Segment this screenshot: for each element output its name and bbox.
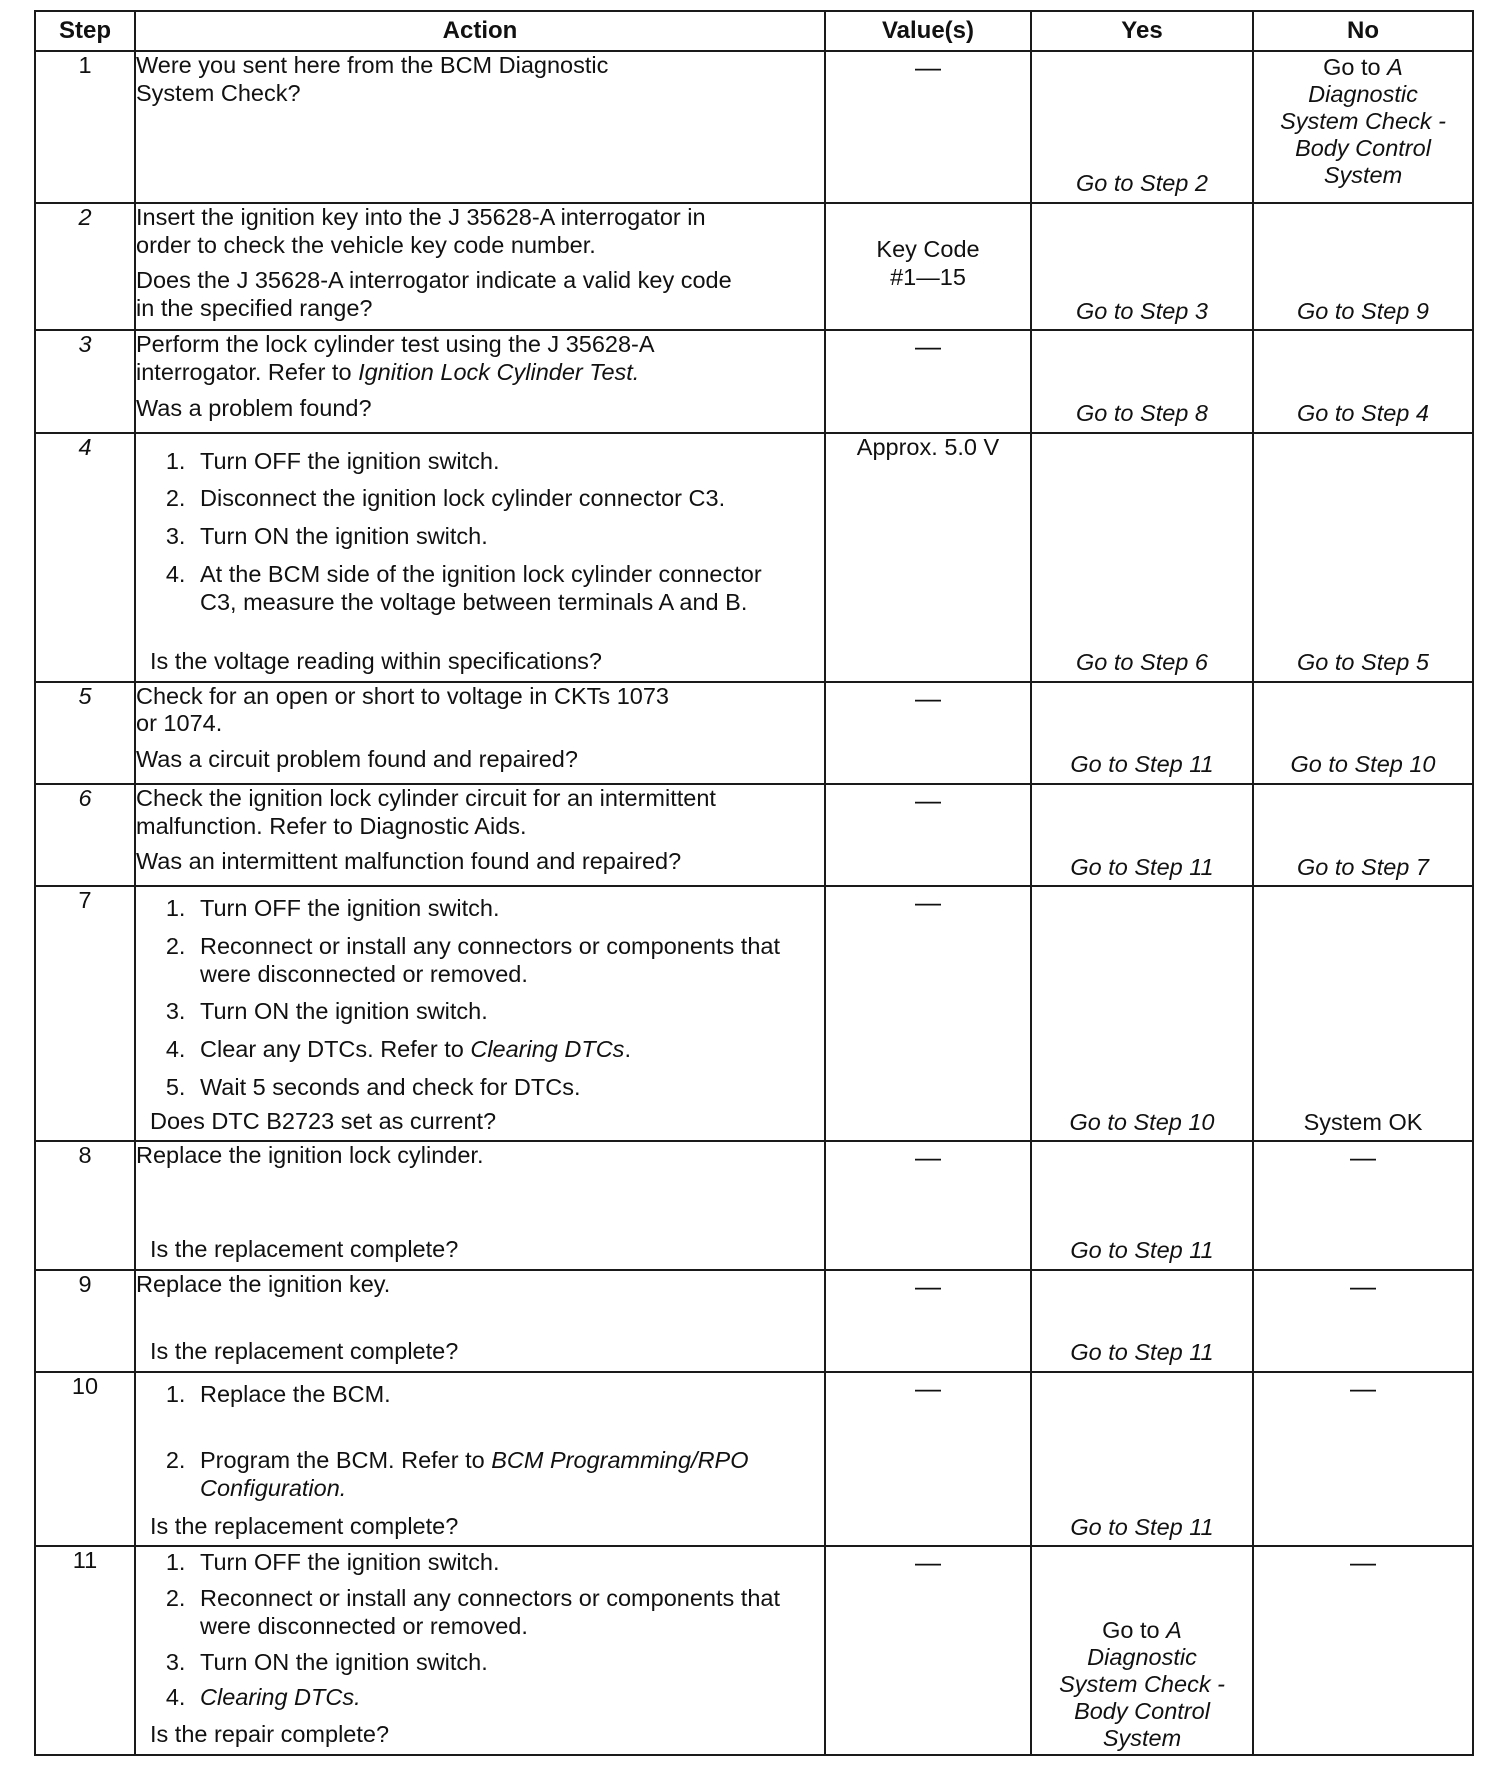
no-text: System Check - xyxy=(1280,108,1446,135)
action-text: malfunction. Refer to Diagnostic Aids. xyxy=(136,812,527,839)
step-number: 9 xyxy=(35,1270,135,1372)
action-reference: Ignition Lock Cylinder Test. xyxy=(358,359,640,386)
yes-cell xyxy=(1031,682,1253,784)
table-row xyxy=(35,886,1473,1141)
no-cell xyxy=(1253,1372,1473,1546)
no-text: Diagnostic xyxy=(1308,81,1418,108)
no-text: Go to Step 10 xyxy=(1290,751,1436,778)
step-number: 3 xyxy=(35,330,135,432)
list-item: 4. At the BCM side of the ignition lock cylinder connector C3, measure the voltage between terminals A and B. xyxy=(192,561,824,616)
action-list xyxy=(136,895,824,1101)
value-text: Approx. 5.0 V xyxy=(856,433,1000,460)
no-cell xyxy=(1253,1270,1473,1372)
value-cell xyxy=(825,886,1031,1141)
table-row xyxy=(35,1141,1473,1270)
action-cell xyxy=(135,682,825,784)
action-text: interrogator. Refer to xyxy=(136,359,359,386)
value-cell xyxy=(825,1141,1031,1270)
action-text: System Check? xyxy=(136,79,301,106)
step-number: 7 xyxy=(35,886,135,1141)
question-text: Is the repair complete? xyxy=(150,1721,390,1748)
list-item xyxy=(192,1684,824,1712)
action-cell xyxy=(135,784,825,886)
value-cell xyxy=(825,330,1031,432)
no-text: System xyxy=(1323,162,1403,189)
question-text: Is the replacement complete? xyxy=(150,1338,459,1365)
action-list xyxy=(136,1549,824,1712)
no-cell xyxy=(1253,682,1473,784)
yes-text: Go to Step 10 xyxy=(1069,1108,1215,1135)
value-cell xyxy=(825,1372,1031,1546)
yes-cell xyxy=(1031,203,1253,331)
yes-text: Go to Step 11 xyxy=(1070,1339,1214,1366)
yes-cell xyxy=(1031,1141,1253,1270)
yes-emph: A xyxy=(1166,1616,1182,1643)
yes-text: Go to Step 8 xyxy=(1076,399,1208,426)
yes-text: Go to Step 11 xyxy=(1070,853,1214,880)
no-cell xyxy=(1253,51,1473,203)
yes-prefix: Go to xyxy=(1102,1616,1167,1643)
table-row xyxy=(35,330,1473,432)
value-text: — xyxy=(915,887,941,918)
action-cell xyxy=(135,1270,825,1372)
list-item: 1. Turn OFF the ignition switch. xyxy=(192,895,824,923)
list-item: 1. Turn OFF the ignition switch. xyxy=(192,1549,824,1577)
action-cell xyxy=(135,1546,825,1755)
action-text: order to check the vehicle key code number. xyxy=(136,231,596,258)
no-cell xyxy=(1253,886,1473,1141)
header-yes: Yes xyxy=(1031,11,1253,51)
list-item: 2. Reconnect or install any connectors or components that were disconnected or removed. xyxy=(192,933,824,988)
action-text: or 1074. xyxy=(136,710,223,737)
no-text: System OK xyxy=(1303,1108,1423,1135)
yes-text: Go to Step 11 xyxy=(1070,1513,1214,1540)
action-text: Perform the lock cylinder test using the J 35628-A xyxy=(136,331,655,358)
step-number: 2 xyxy=(35,203,135,331)
value-cell xyxy=(825,1546,1031,1755)
no-text: — xyxy=(1350,1547,1376,1578)
yes-text: System Check - xyxy=(1059,1670,1225,1697)
header-values: Value(s) xyxy=(825,11,1031,51)
no-text: Body Control xyxy=(1295,135,1431,162)
list-item: 3. Turn ON the ignition switch. xyxy=(192,523,824,551)
action-cell xyxy=(135,1372,825,1546)
question-text: Is the replacement complete? xyxy=(150,1236,459,1263)
yes-cell xyxy=(1031,1270,1253,1372)
value-text: Key Code xyxy=(876,235,980,262)
list-item: 4. Clear any DTCs. Refer to Clearing DTCs. xyxy=(192,1036,824,1064)
no-cell xyxy=(1253,784,1473,886)
header-action: Action xyxy=(135,11,825,51)
yes-cell xyxy=(1031,51,1253,203)
yes-cell xyxy=(1031,784,1253,886)
value-text: — xyxy=(915,331,941,362)
list-item xyxy=(192,1447,824,1502)
table-row xyxy=(35,203,1473,331)
action-cell xyxy=(135,1141,825,1270)
action-reference: BCM Programming/RPO Configuration. xyxy=(200,1446,749,1501)
list-item-text: Program the BCM. Refer to xyxy=(200,1446,492,1473)
list-item: 1. Replace the BCM. xyxy=(192,1381,824,1409)
no-text: — xyxy=(1350,1270,1376,1301)
step-number: 1 xyxy=(35,51,135,203)
value-cell xyxy=(825,784,1031,886)
yes-text: Go to Step 3 xyxy=(1076,297,1208,324)
no-prefix: Go to xyxy=(1323,54,1388,80)
step-number: 10 xyxy=(35,1372,135,1546)
list-item: 2. Reconnect or install any connectors or components that were disconnected or removed. xyxy=(192,1585,824,1640)
action-text: Check for an open or short to voltage in CKTs 1073 xyxy=(136,682,669,709)
list-item: 3. Turn ON the ignition switch. xyxy=(192,998,824,1026)
list-item: 2. Disconnect the ignition lock cylinder connector C3. xyxy=(192,485,824,513)
yes-cell xyxy=(1031,433,1253,682)
no-emph: A xyxy=(1387,54,1403,80)
no-text: — xyxy=(1350,1373,1376,1404)
list-item: 5. Wait 5 seconds and check for DTCs. xyxy=(192,1074,824,1102)
action-cell xyxy=(135,203,825,331)
yes-text: Go to Step 2 xyxy=(1076,170,1208,197)
action-cell xyxy=(135,886,825,1141)
value-text: — xyxy=(915,1547,941,1578)
question-text: Is the voltage reading within specifications? xyxy=(150,648,602,675)
list-item: 3. Turn ON the ignition switch. xyxy=(192,1649,824,1677)
list-item: 1. Turn OFF the ignition switch. xyxy=(192,448,824,476)
header-row xyxy=(35,11,1473,51)
value-cell xyxy=(825,433,1031,682)
question-text: Was a circuit problem found and repaired? xyxy=(136,746,578,773)
value-text: — xyxy=(915,1373,941,1404)
yes-cell xyxy=(1031,886,1253,1141)
action-cell xyxy=(135,330,825,432)
table-row xyxy=(35,784,1473,886)
yes-cell xyxy=(1031,1546,1253,1755)
header-step: Step xyxy=(35,11,135,51)
value-text: #1—15 xyxy=(890,263,966,290)
value-text: — xyxy=(915,682,941,713)
action-list xyxy=(136,448,824,617)
step-number: 5 xyxy=(35,682,135,784)
no-text: Go to Step 4 xyxy=(1297,399,1429,426)
question-text: Does DTC B2723 set as current? xyxy=(150,1107,497,1134)
table-row xyxy=(35,1270,1473,1372)
step-number: 8 xyxy=(35,1141,135,1270)
action-text: Replace the ignition lock cylinder. xyxy=(136,1142,484,1169)
yes-text: Go to Step 11 xyxy=(1070,1237,1214,1264)
value-text: — xyxy=(915,784,941,815)
action-reference: Clearing DTCs xyxy=(470,1036,625,1063)
no-text: Go to Step 9 xyxy=(1297,297,1429,324)
action-text: Check the ignition lock cylinder circuit for an intermittent xyxy=(136,784,716,811)
question-text: Was a problem found? xyxy=(136,394,372,421)
question-text: Was an intermittent malfunction found and repaired? xyxy=(136,848,682,875)
action-list xyxy=(136,1381,824,1502)
no-text: — xyxy=(1350,1142,1376,1173)
table-row xyxy=(35,433,1473,682)
action-cell xyxy=(135,51,825,203)
value-cell xyxy=(825,1270,1031,1372)
no-cell xyxy=(1253,1141,1473,1270)
table-row xyxy=(35,1372,1473,1546)
table-row xyxy=(35,1546,1473,1755)
question-text: Is the replacement complete? xyxy=(150,1512,459,1539)
yes-text: Go to Step 6 xyxy=(1076,649,1208,676)
value-cell xyxy=(825,51,1031,203)
no-cell xyxy=(1253,1546,1473,1755)
table-row xyxy=(35,682,1473,784)
value-text: — xyxy=(915,52,941,82)
step-number: 11 xyxy=(35,1546,135,1755)
yes-text: Diagnostic xyxy=(1087,1643,1197,1670)
action-cell xyxy=(135,433,825,682)
step-number: 4 xyxy=(35,433,135,682)
action-text: Insert the ignition key into the J 35628-A interrogator in xyxy=(136,203,706,230)
value-text: — xyxy=(915,1270,941,1301)
header-no: No xyxy=(1253,11,1473,51)
yes-text: System xyxy=(1102,1724,1182,1751)
action-reference: Clearing DTCs. xyxy=(200,1684,361,1711)
no-cell xyxy=(1253,203,1473,331)
yes-text: Go to Step 11 xyxy=(1070,751,1214,778)
no-cell xyxy=(1253,433,1473,682)
value-cell xyxy=(825,682,1031,784)
yes-text: Body Control xyxy=(1074,1697,1210,1724)
yes-cell xyxy=(1031,330,1253,432)
no-text: Go to Step 5 xyxy=(1297,649,1429,676)
step-number: 6 xyxy=(35,784,135,886)
question-text: Does the J 35628-A interrogator indicate a valid key code xyxy=(136,267,732,294)
value-cell xyxy=(825,203,1031,331)
list-item-text: Clear any DTCs. Refer to xyxy=(200,1036,471,1063)
action-text: Were you sent here from the BCM Diagnostic xyxy=(136,52,609,78)
question-text: in the specified range? xyxy=(136,295,373,322)
no-cell xyxy=(1253,330,1473,432)
value-text: — xyxy=(915,1142,941,1173)
no-text: Go to Step 7 xyxy=(1297,853,1429,880)
table-row xyxy=(35,51,1473,203)
yes-cell xyxy=(1031,1372,1253,1546)
diagnostic-table xyxy=(34,10,1474,1756)
action-text: Replace the ignition key. xyxy=(136,1270,391,1297)
